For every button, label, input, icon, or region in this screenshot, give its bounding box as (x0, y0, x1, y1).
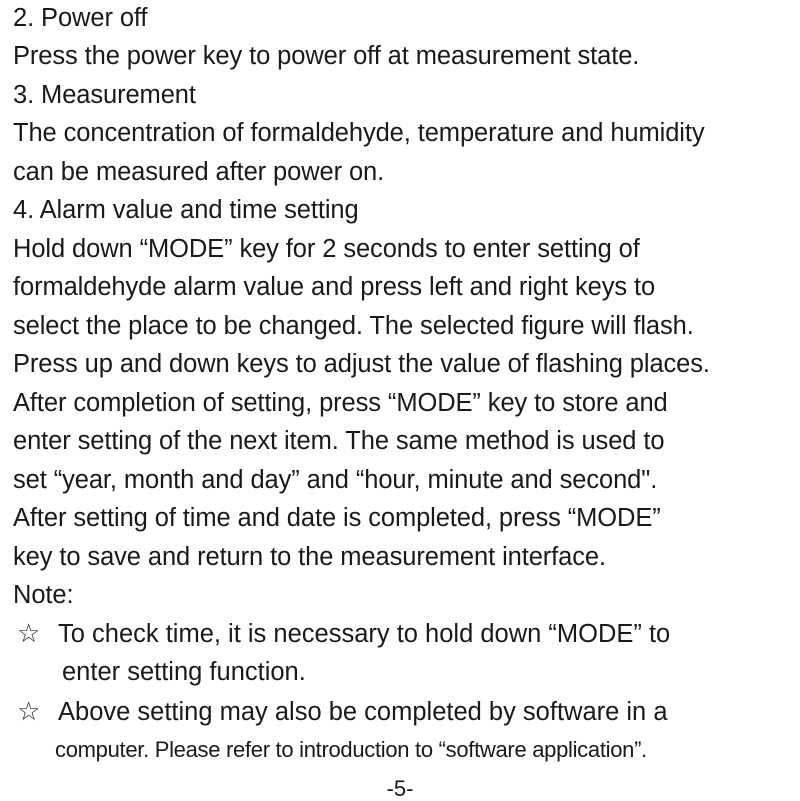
text-line: Hold down “MODE” key for 2 seconds to enter setting of (13, 235, 640, 263)
note-heading: Note: (13, 581, 74, 609)
text-line: enter setting of the next item. The same method is used to (13, 427, 665, 455)
note-text-line: Above setting may also be completed by software in a (58, 698, 668, 726)
text-line: select the place to be changed. The selected figure will flash. (13, 312, 694, 340)
star-bullet-icon: ☆ (17, 697, 41, 727)
text-line: set “year, month and day” and “hour, minute and second". (13, 466, 658, 494)
text-line: formaldehyde alarm value and press left and right keys to (13, 273, 656, 301)
note-text-line: enter setting function. (62, 658, 306, 686)
note-item (0, 619, 800, 695)
text-line: key to save and return to the measurement interface. (13, 543, 606, 571)
text-line: Press the power key to power off at measurement state. (13, 42, 640, 70)
text-line: can be measured after power on. (13, 158, 385, 186)
note-text-line: computer. Please refer to introduction to “software application”. (55, 737, 647, 762)
text-line: Press up and down keys to adjust the value of flashing places. (13, 350, 710, 378)
heading-measurement: 3. Measurement (13, 81, 196, 109)
heading-power-off: 2. Power off (13, 4, 148, 32)
page-number: -5- (386, 776, 414, 801)
star-bullet-icon: ☆ (17, 619, 41, 649)
note-text-line: To check time, it is necessary to hold down “MODE” to (58, 620, 671, 648)
heading-alarm-time-setting: 4. Alarm value and time setting (13, 196, 359, 224)
text-line: After completion of setting, press “MODE” key to store and (13, 389, 668, 417)
text-line: The concentration of formaldehyde, temperature and humidity (13, 119, 705, 147)
text-line: After setting of time and date is completed, press “MODE” (13, 504, 661, 532)
note-item (0, 697, 800, 773)
